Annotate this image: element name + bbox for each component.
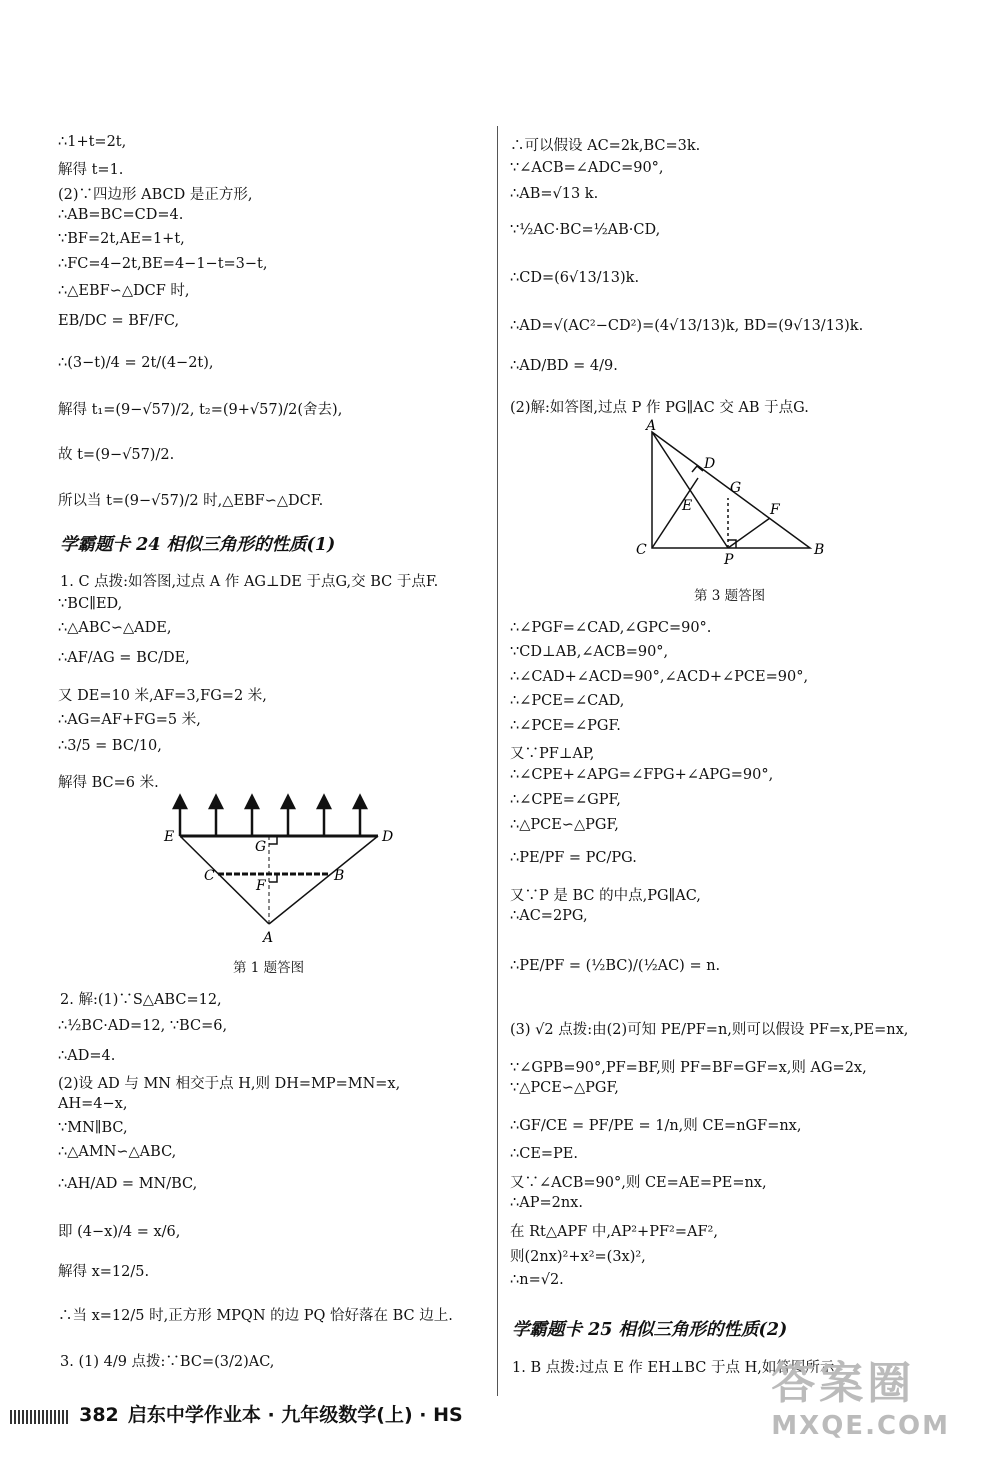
figure-3: [636, 418, 840, 568]
text-line: ∴△PCE∽△PGF,: [510, 817, 619, 833]
text-line: 又∵P 是 BC 的中点,PG∥AC,: [510, 888, 701, 904]
text-line: 又∵PF⊥AP,: [510, 746, 595, 762]
text-line: ∴AD/BD = 4/9.: [510, 358, 618, 374]
watermark: [771, 1347, 950, 1441]
text-line: ∴当 x=12/5 时,正方形 MPQN 的边 PQ 恰好落在 BC 边上.: [58, 1308, 453, 1324]
text-line: 所以当 t=(9−√57)/2 时,△EBF∽△DCF.: [58, 493, 324, 509]
text-line: ∴∠PCE=∠PGF.: [510, 718, 621, 734]
page-number: 382: [79, 1404, 119, 1426]
text-line: 解得 BC=6 米.: [58, 775, 159, 791]
fig1-label: G: [255, 839, 267, 855]
book-title: 启东中学作业本 · 九年级数学(上) · HS: [127, 1404, 463, 1426]
fig3-label: D: [704, 456, 716, 472]
fig3-label: E: [682, 498, 693, 514]
text-line: 解得 x=12/5.: [58, 1264, 150, 1280]
fig1-label: E: [164, 829, 175, 845]
text-line: ∴∠CPE+∠APG=∠FPG+∠APG=90°,: [510, 767, 774, 783]
text-line: 2. 解:(1)∵S△ABC=12,: [60, 992, 222, 1008]
text-line: ∴△AMN∽△ABC,: [58, 1144, 177, 1160]
text-line: 解得 t₁=(9−√57)/2, t₂=(9+√57)/2(舍去),: [58, 402, 343, 418]
text-line: 又 DE=10 米,AF=3,FG=2 米,: [58, 688, 267, 704]
text-line: ∴CD=(6√13/13)k.: [510, 270, 640, 286]
section-title: 学霸题卡 25 相似三角形的性质(2): [512, 1320, 788, 1340]
fig3-label: A: [646, 418, 657, 434]
text-line: 解得 t=1.: [58, 162, 124, 178]
text-line: ∴1+t=2t,: [58, 134, 127, 150]
text-line: 在 Rt△APF 中,AP²+PF²=AF²,: [510, 1224, 718, 1240]
text-line: 即 (4−x)/4 = x/6,: [58, 1224, 181, 1240]
fig1-label: D: [382, 829, 394, 845]
section-title: 学霸题卡 24 相似三角形的性质(1): [60, 535, 336, 555]
fig3-label: P: [724, 552, 734, 568]
text-line: EB/DC = BF/FC,: [58, 313, 180, 329]
text-line: ∴AB=√13 k.: [510, 186, 599, 202]
text-line: ∴n=√2.: [510, 1272, 564, 1288]
fig1-label: A: [263, 930, 274, 946]
text-line: ∴PE/PF = PC/PG.: [510, 850, 637, 866]
text-line: ∴AC=2PG,: [510, 908, 588, 924]
figure-1: [158, 796, 398, 946]
text-line: ∵½AC·BC=½AB·CD,: [510, 222, 661, 238]
figure-1-caption: 第 1 题答图: [233, 960, 305, 976]
text-line: ∵BF=2t,AE=1+t,: [58, 231, 185, 247]
text-line: ∴3/5 = BC/10,: [58, 738, 162, 754]
text-line: ∵△PCE∽△PGF,: [510, 1080, 619, 1096]
fig3-label: B: [814, 542, 825, 558]
text-line: ∴(3−t)/4 = 2t/(4−2t),: [58, 355, 214, 371]
text-line: ∴PE/PF = (½BC)/(½AC) = n.: [510, 958, 721, 974]
fig1-label: C: [204, 868, 215, 884]
fig1-label: F: [256, 878, 266, 894]
text-line: ∴AH/AD = MN/BC,: [58, 1176, 198, 1192]
watermark-logo: 答案圈: [771, 1358, 916, 1409]
page-footer: [10, 1400, 463, 1427]
text-line: ∴AB=BC=CD=4.: [58, 207, 184, 223]
text-line: ∴△ABC∽△ADE,: [58, 620, 172, 636]
text-line: ∴∠PCE=∠CAD,: [510, 693, 625, 709]
text-line: ∵MN∥BC,: [58, 1120, 128, 1136]
text-line: ∵CD⊥AB,∠ACB=90°,: [510, 644, 669, 660]
fig3-label: G: [730, 480, 742, 496]
text-line: ∴AF/AG = BC/DE,: [58, 650, 190, 666]
text-line: ∴AD=4.: [58, 1048, 116, 1064]
text-line: AH=4−x,: [58, 1096, 128, 1112]
text-line: 1. B 点拨:过点 E 作 EH⊥BC 于点 H,如答图所示.: [512, 1360, 839, 1376]
fig3-label: F: [770, 502, 780, 518]
text-line: 则(2nx)²+x²=(3x)²,: [510, 1249, 646, 1265]
text-line: ∴∠CAD+∠ACD=90°,∠ACD+∠PCE=90°,: [510, 669, 809, 685]
text-line: ∴AG=AF+FG=5 米,: [58, 712, 201, 728]
text-line: (2)∵四边形 ABCD 是正方形,: [58, 187, 253, 203]
text-line: ∴∠CPE=∠GPF,: [510, 792, 621, 808]
text-line: ∴GF/CE = PF/PE = 1/n,则 CE=nGF=nx,: [510, 1118, 802, 1134]
text-line: (2)设 AD 与 MN 相交于点 H,则 DH=MP=MN=x,: [58, 1076, 401, 1092]
text-line: ∴可以假设 AC=2k,BC=3k.: [510, 138, 701, 154]
text-line: ∵BC∥ED,: [58, 596, 123, 612]
text-line: ∴½BC·AD=12, ∵BC=6,: [58, 1018, 228, 1034]
text-line: ∴∠PGF=∠CAD,∠GPC=90°.: [510, 620, 712, 636]
fig3-label: C: [636, 542, 647, 558]
text-line: 3. (1) 4/9 点拨:∵BC=(3/2)AC,: [60, 1354, 275, 1370]
text-line: 故 t=(9−√57)/2.: [58, 447, 175, 463]
column-divider: [497, 126, 498, 1396]
text-line: ∵∠GPB=90°,PF=BF,则 PF=BF=GF=x,则 AG=2x,: [510, 1060, 867, 1076]
text-line: 1. C 点拨:如答图,过点 A 作 AG⊥DE 于点G,交 BC 于点F.: [60, 574, 439, 590]
footer-decoration: [10, 1410, 68, 1424]
text-line: (2)解:如答图,过点 P 作 PG∥AC 交 AB 于点G.: [510, 400, 809, 416]
figure-3-caption: 第 3 题答图: [694, 588, 766, 604]
text-line: 又∵∠ACB=90°,则 CE=AE=PE=nx,: [510, 1175, 767, 1191]
fig1-label: B: [334, 868, 345, 884]
text-line: ∴△EBF∽△DCF 时,: [58, 283, 190, 299]
text-line: (3) √2 点拨:由(2)可知 PE/PF=n,则可以假设 PF=x,PE=nx,: [510, 1022, 909, 1038]
watermark-site: MXQE.COM: [771, 1411, 950, 1441]
text-line: ∴CE=PE.: [510, 1146, 579, 1162]
text-line: ∴AP=2nx.: [510, 1195, 583, 1211]
text-line: ∵∠ACB=∠ADC=90°,: [510, 160, 664, 176]
text-line: ∴AD=√(AC²−CD²)=(4√13/13)k, BD=(9√13/13)k.: [510, 318, 864, 334]
text-line: ∴FC=4−2t,BE=4−1−t=3−t,: [58, 256, 268, 272]
